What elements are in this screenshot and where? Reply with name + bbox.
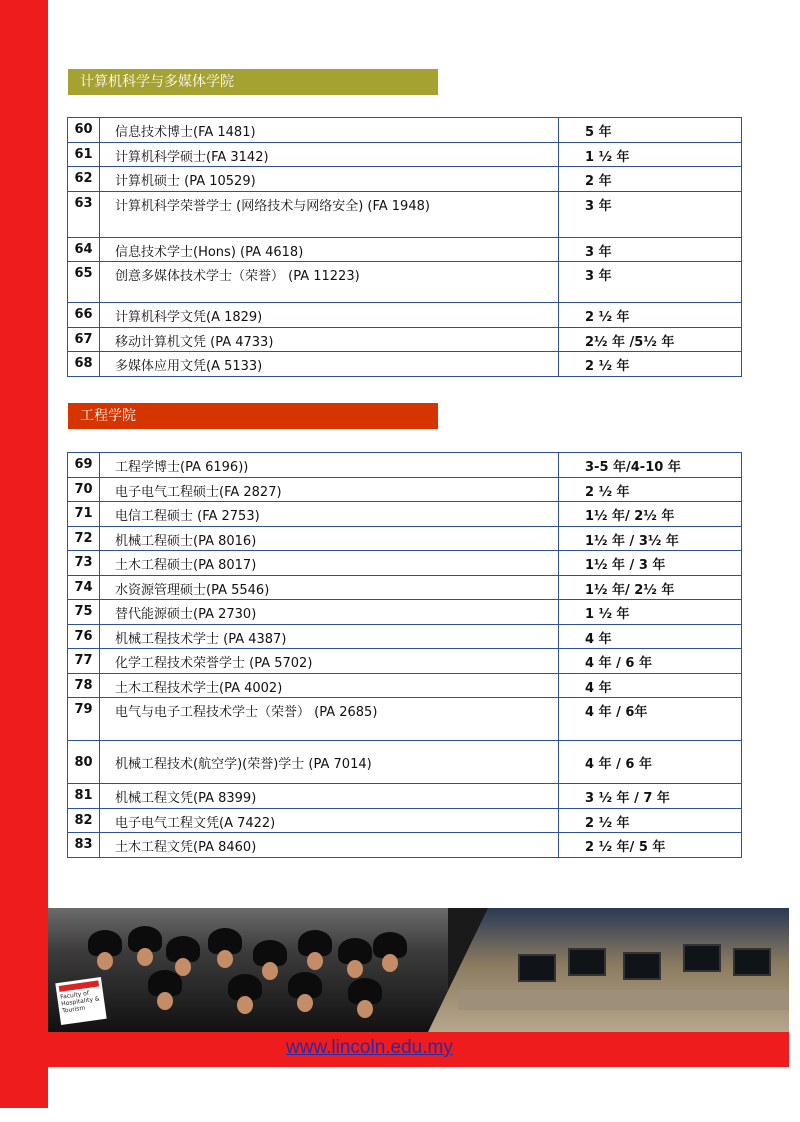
program-duration: 3 年 bbox=[559, 191, 742, 237]
program-name: 计算机科学荣誉学士 (网络技术与网络安全) (FA 1948) bbox=[100, 191, 559, 237]
program-duration: 3 年 bbox=[559, 262, 742, 303]
program-duration: 4 年 / 6 年 bbox=[559, 741, 742, 784]
table-row bbox=[68, 453, 742, 478]
program-name: 土木工程硕士(PA 8017) bbox=[100, 551, 559, 576]
program-duration: 2 ½ 年/ 5 年 bbox=[559, 833, 742, 858]
program-duration: 2 ½ 年 bbox=[559, 808, 742, 833]
program-duration: 2 年 bbox=[559, 167, 742, 192]
row-number: 75 bbox=[68, 600, 100, 625]
program-duration: 3 ½ 年 / 7 年 bbox=[559, 784, 742, 809]
table-row bbox=[68, 352, 742, 377]
program-duration: 4 年 bbox=[559, 624, 742, 649]
program-duration: 2 ½ 年 bbox=[559, 477, 742, 502]
row-number: 69 bbox=[68, 453, 100, 478]
program-name: 机械工程技术(航空学)(荣誉)学士 (PA 7014) bbox=[100, 741, 559, 784]
row-number: 70 bbox=[68, 477, 100, 502]
faculty-sign bbox=[55, 977, 106, 1025]
program-name: 电气与电子工程技术学士（荣誉） (PA 2685) bbox=[100, 698, 559, 741]
table-row bbox=[68, 303, 742, 328]
program-duration: 1½ 年 / 3 年 bbox=[559, 551, 742, 576]
program-name: 移动计算机文凭 (PA 4733) bbox=[100, 327, 559, 352]
program-duration: 1 ½ 年 bbox=[559, 142, 742, 167]
row-number: 83 bbox=[68, 833, 100, 858]
table-row bbox=[68, 237, 742, 262]
engineering-programs-table bbox=[67, 452, 742, 858]
program-duration: 2½ 年 /5½ 年 bbox=[559, 327, 742, 352]
row-number: 73 bbox=[68, 551, 100, 576]
table-row bbox=[68, 698, 742, 741]
program-duration: 5 年 bbox=[559, 118, 742, 143]
row-number: 66 bbox=[68, 303, 100, 328]
row-number: 71 bbox=[68, 502, 100, 527]
program-duration: 4 年 / 6年 bbox=[559, 698, 742, 741]
row-number: 60 bbox=[68, 118, 100, 143]
program-name: 创意多媒体技术学士（荣誉） (PA 11223) bbox=[100, 262, 559, 303]
section-header-computer-science: 计算机科学与多媒体学院 bbox=[68, 69, 438, 95]
table-row bbox=[68, 833, 742, 858]
table-row bbox=[68, 600, 742, 625]
row-number: 65 bbox=[68, 262, 100, 303]
row-number: 67 bbox=[68, 327, 100, 352]
table-row bbox=[68, 262, 742, 303]
row-number: 63 bbox=[68, 191, 100, 237]
row-number: 78 bbox=[68, 673, 100, 698]
program-duration: 3-5 年/4-10 年 bbox=[559, 453, 742, 478]
table-row bbox=[68, 502, 742, 527]
program-name: 机械工程文凭(PA 8399) bbox=[100, 784, 559, 809]
row-number: 68 bbox=[68, 352, 100, 377]
table-row bbox=[68, 741, 742, 784]
table-row bbox=[68, 551, 742, 576]
table-row bbox=[68, 477, 742, 502]
table-row bbox=[68, 327, 742, 352]
table-row bbox=[68, 784, 742, 809]
table-row bbox=[68, 673, 742, 698]
program-duration: 2 ½ 年 bbox=[559, 303, 742, 328]
row-number: 80 bbox=[68, 741, 100, 784]
program-duration: 1½ 年/ 2½ 年 bbox=[559, 575, 742, 600]
program-name: 化学工程技术荣誉学士 (PA 5702) bbox=[100, 649, 559, 674]
program-duration: 3 年 bbox=[559, 237, 742, 262]
sign-text: Faculty of Hospitality & Tourism bbox=[59, 989, 101, 1015]
program-duration: 1½ 年 / 3½ 年 bbox=[559, 526, 742, 551]
program-name: 水资源管理硕士(PA 5546) bbox=[100, 575, 559, 600]
row-number: 76 bbox=[68, 624, 100, 649]
program-name: 电信工程硕士 (FA 2753) bbox=[100, 502, 559, 527]
program-duration: 4 年 bbox=[559, 673, 742, 698]
row-number: 72 bbox=[68, 526, 100, 551]
table-row bbox=[68, 575, 742, 600]
program-name: 信息技术学士(Hons) (PA 4618) bbox=[100, 237, 559, 262]
row-number: 62 bbox=[68, 167, 100, 192]
computer-lab-photo bbox=[428, 908, 789, 1032]
table-row bbox=[68, 649, 742, 674]
program-name: 电子电气工程硕士(FA 2827) bbox=[100, 477, 559, 502]
program-name: 工程学博士(PA 6196)) bbox=[100, 453, 559, 478]
table-row bbox=[68, 808, 742, 833]
program-name: 机械工程技术学士 (PA 4387) bbox=[100, 624, 559, 649]
footer-bar bbox=[48, 1032, 789, 1067]
row-number: 74 bbox=[68, 575, 100, 600]
program-name: 土木工程文凭(PA 8460) bbox=[100, 833, 559, 858]
program-duration: 4 年 / 6 年 bbox=[559, 649, 742, 674]
table-row bbox=[68, 167, 742, 192]
program-duration: 1 ½ 年 bbox=[559, 600, 742, 625]
left-red-bar bbox=[0, 0, 48, 1108]
row-number: 82 bbox=[68, 808, 100, 833]
row-number: 61 bbox=[68, 142, 100, 167]
program-name: 机械工程硕士(PA 8016) bbox=[100, 526, 559, 551]
table-row bbox=[68, 526, 742, 551]
program-name: 多媒体应用文凭(A 5133) bbox=[100, 352, 559, 377]
table-row bbox=[68, 191, 742, 237]
row-number: 64 bbox=[68, 237, 100, 262]
graduation-and-lab-photo-strip bbox=[48, 908, 789, 1032]
row-number: 79 bbox=[68, 698, 100, 741]
table-row bbox=[68, 624, 742, 649]
website-link[interactable]: www.lincoln.edu.my bbox=[286, 1037, 453, 1058]
section-header-engineering: 工程学院 bbox=[68, 403, 438, 429]
computer-science-programs-table bbox=[67, 117, 742, 377]
program-name: 替代能源硕士(PA 2730) bbox=[100, 600, 559, 625]
program-name: 电子电气工程文凭(A 7422) bbox=[100, 808, 559, 833]
program-duration: 1½ 年/ 2½ 年 bbox=[559, 502, 742, 527]
table-row bbox=[68, 118, 742, 143]
row-number: 77 bbox=[68, 649, 100, 674]
program-name: 计算机科学硕士(FA 3142) bbox=[100, 142, 559, 167]
table-row bbox=[68, 142, 742, 167]
row-number: 81 bbox=[68, 784, 100, 809]
program-name: 计算机硕士 (PA 10529) bbox=[100, 167, 559, 192]
graduates-photo bbox=[48, 908, 448, 1032]
program-name: 土木工程技术学士(PA 4002) bbox=[100, 673, 559, 698]
program-name: 信息技术博士(FA 1481) bbox=[100, 118, 559, 143]
program-duration: 2 ½ 年 bbox=[559, 352, 742, 377]
program-name: 计算机科学文凭(A 1829) bbox=[100, 303, 559, 328]
